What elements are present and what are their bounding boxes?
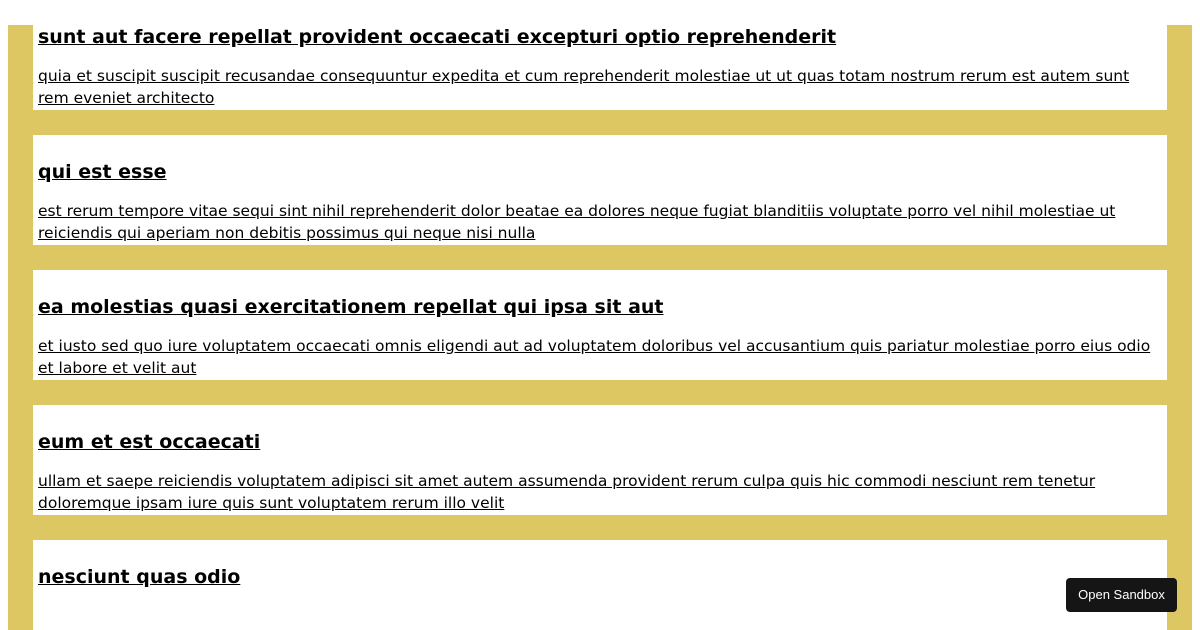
post-card[interactable]: [33, 270, 1167, 380]
post-body[interactable]: ullam et saepe reiciendis voluptatem adipisci sit amet autem assumenda provident rerum culpa quis hic commodi nesciunt rem tenetur doloremque ipsam iure quis sunt voluptatem rerum illo velit: [38, 472, 1096, 512]
post-title[interactable]: qui est esse: [38, 161, 167, 183]
open-sandbox-button[interactable]: Open Sandbox: [1066, 578, 1177, 612]
post-card[interactable]: [33, 135, 1167, 245]
post-card[interactable]: [33, 540, 1167, 630]
post-body[interactable]: quia et suscipit suscipit recusandae consequuntur expedita et cum reprehenderit molestiae ut ut quas totam nostrum rerum est autem sunt rem eveniet architecto: [38, 67, 1130, 107]
post-body[interactable]: est rerum tempore vitae sequi sint nihil reprehenderit dolor beatae ea dolores neque fugiat blanditiis voluptate porro vel nihil molestiae ut reiciendis qui aperiam non debitis possimus qui neque nisi nulla: [38, 202, 1116, 242]
post-title[interactable]: eum et est occaecati: [38, 431, 261, 453]
post-title[interactable]: nesciunt quas odio: [38, 566, 241, 588]
post-card[interactable]: [33, 405, 1167, 515]
post-card[interactable]: [33, 25, 1167, 110]
posts-container: [8, 25, 1192, 630]
post-title[interactable]: ea molestias quasi exercitationem repellat qui ipsa sit aut: [38, 296, 664, 318]
post-title[interactable]: sunt aut facere repellat provident occaecati excepturi optio reprehenderit: [38, 26, 837, 48]
post-body[interactable]: et iusto sed quo iure voluptatem occaecati omnis eligendi aut ad voluptatem doloribus vel accusantium quis pariatur molestiae porro eius odio et labore et velit aut: [38, 337, 1151, 377]
